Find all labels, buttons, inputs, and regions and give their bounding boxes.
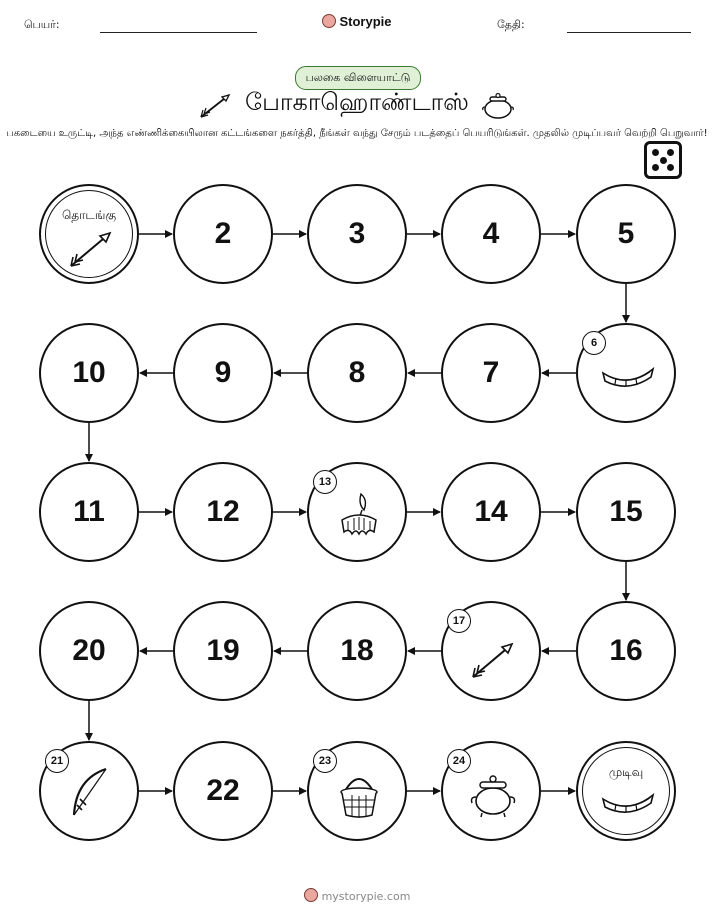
footer [0, 888, 714, 903]
page-title: போகாஹொண்டாஸ் [245, 88, 469, 116]
board-space-11 [39, 462, 139, 562]
bear-icon [304, 888, 318, 902]
board-space-9 [173, 323, 273, 423]
pot-icon [467, 771, 519, 819]
finish-label: முடிவு [608, 765, 644, 779]
brand-name: Storypie [339, 14, 392, 29]
board-space-14 [441, 462, 541, 562]
space-number: 15 [609, 495, 643, 528]
start-space [39, 184, 139, 284]
space-number: 4 [482, 217, 500, 250]
space-number: 7 [482, 356, 500, 389]
space-number: 24 [447, 749, 471, 773]
space-number: 9 [214, 356, 232, 389]
feather-headdress-icon [334, 490, 384, 540]
arrow-icon [65, 226, 117, 272]
board-space-3 [307, 184, 407, 284]
start-label: தொடங்கு [61, 208, 117, 222]
board-space-8 [307, 323, 407, 423]
board-space-6 [576, 323, 676, 423]
bow-icon [66, 765, 116, 821]
board-space-5 [576, 184, 676, 284]
canoe-icon [600, 789, 656, 819]
finish-space [576, 741, 676, 841]
space-number: 6 [582, 331, 606, 355]
board-space-16 [576, 601, 676, 701]
board-space-7 [441, 323, 541, 423]
space-number: 8 [348, 356, 366, 389]
space-number: 21 [45, 749, 69, 773]
board-space-18 [307, 601, 407, 701]
board-space-23 [307, 741, 407, 841]
space-number: 13 [313, 470, 337, 494]
instructions: பகடையை உருட்டி, அந்த எண்ணிக்கையிலான கட்டங்களை நகர்த்தி, நீங்கள் வந்து சேரும் படத்தைப் பெயரிடுங்கள். முதலில் முடிப்பவர் வெற்றி பெறுவார்! [6, 128, 708, 139]
space-number: 14 [474, 495, 508, 528]
board-space-19 [173, 601, 273, 701]
game-type-badge: பலகை விளையாட்டு [295, 66, 421, 90]
space-number: 18 [340, 634, 374, 667]
board-space-10 [39, 323, 139, 423]
board-space-21 [39, 741, 139, 841]
date-label: தேதி: [497, 18, 525, 31]
board-space-20 [39, 601, 139, 701]
board-space-24 [441, 741, 541, 841]
space-number: 10 [72, 356, 106, 389]
space-number: 3 [348, 217, 366, 250]
board-space-2 [173, 184, 273, 284]
space-number: 20 [72, 634, 106, 667]
space-number: 12 [206, 495, 240, 528]
space-number: 17 [447, 609, 471, 633]
board-space-12 [173, 462, 273, 562]
canoe-icon [600, 363, 656, 393]
space-number: 2 [214, 217, 232, 250]
board-space-15 [576, 462, 676, 562]
footer-url: mystorypie.com [321, 890, 411, 903]
basket-icon [333, 771, 385, 821]
space-number: 11 [73, 495, 105, 528]
board-space-17 [441, 601, 541, 701]
space-number: 22 [206, 774, 240, 807]
board-space-4 [441, 184, 541, 284]
space-number: 5 [617, 217, 635, 250]
name-label: பெயர்: [24, 18, 60, 31]
space-number: 19 [206, 634, 240, 667]
arrow-icon [467, 637, 519, 683]
space-number: 23 [313, 749, 337, 773]
space-number: 16 [609, 634, 643, 667]
board-space-22 [173, 741, 273, 841]
board-space-13 [307, 462, 407, 562]
